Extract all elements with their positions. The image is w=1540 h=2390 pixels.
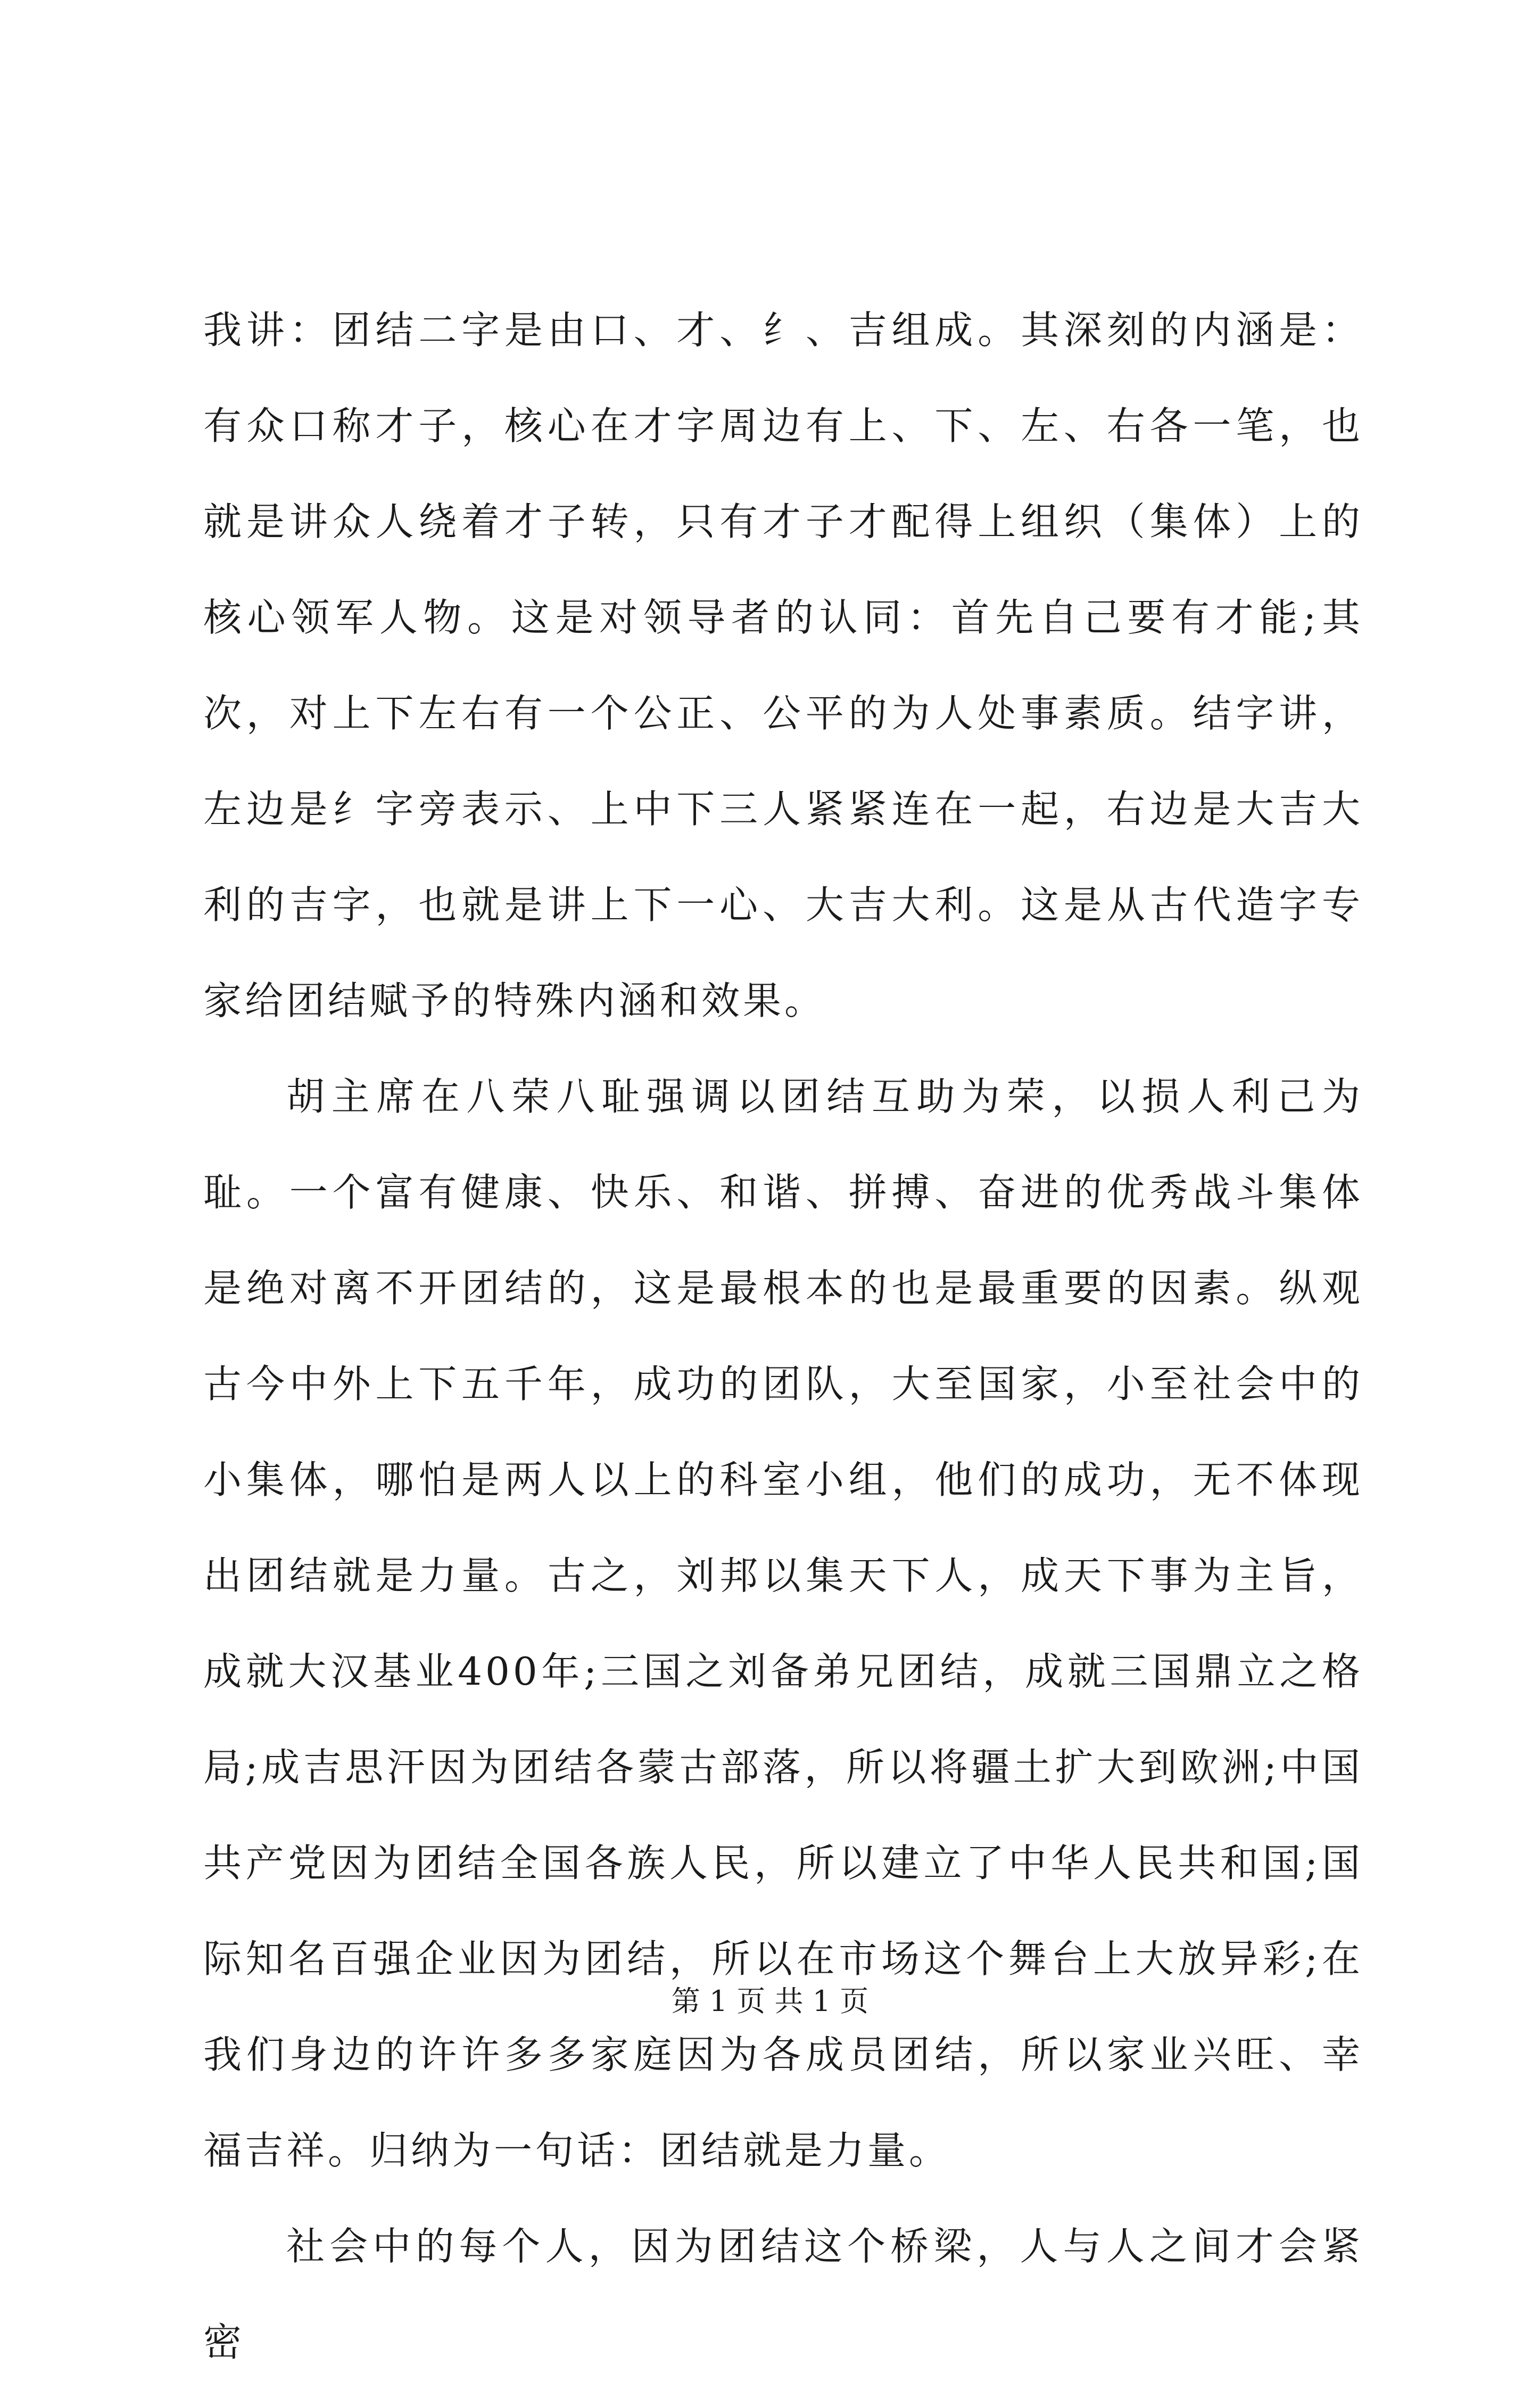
paragraph-3: 社会中的每个人，因为团结这个桥梁，人与人之间才会紧密 <box>203 2224 1363 2364</box>
document-body <box>203 282 1363 2390</box>
paragraph-1: 我讲：团结二字是由口、才、纟、吉组成。其深刻的内涵是：有众口称才子，核心在才字周边有上、下、左、右各一笔，也就是讲众人绕着才子转，只有才子才配得上组织（集体）上的核心领军人物。这是对领导者的认同：首先自己要有才能;其次，对上下左右有一个公正、公平的为人处事素质。结字讲，左边是纟字旁表示、上中下三人紧紧连在一起，右边是大吉大利的吉字，也就是讲上下一心、大吉大利。这是从古代造字专家给团结赋予的特殊内涵和效果。 <box>203 308 1363 1023</box>
paragraph-2: 胡主席在八荣八耻强调以团结互助为荣，以损人利己为耻。一个富有健康、快乐、和谐、拼搏、奋进的优秀战斗集体是绝对离不开团结的，这是最根本的也是最重要的因素。纵观古今中外上下五千年，成功的团队，大至国家，小至社会中的小集体，哪怕是两人以上的科室小组，他们的成功，无不体现出团结就是力量。古之，刘邦以集天下人，成天下事为主旨，成就大汉基业400年;三国之刘备弟兄团结，成就三国鼎立之格局;成吉思汗因为团结各蒙古部落，所以将疆土扩大到欧洲;中国共产党因为团结全国各族人民，所以建立了中华人民共和国;国际知名百强企业因为团结，所以在市场这个舞台上大放异彩;在我们身边的许许多多家庭因为各成员团结，所以家业兴旺、幸福吉祥。归纳为一句话：团结就是力量。 <box>203 1074 1363 2173</box>
page-footer: 第 1 页 共 1 页 <box>671 1984 869 2018</box>
